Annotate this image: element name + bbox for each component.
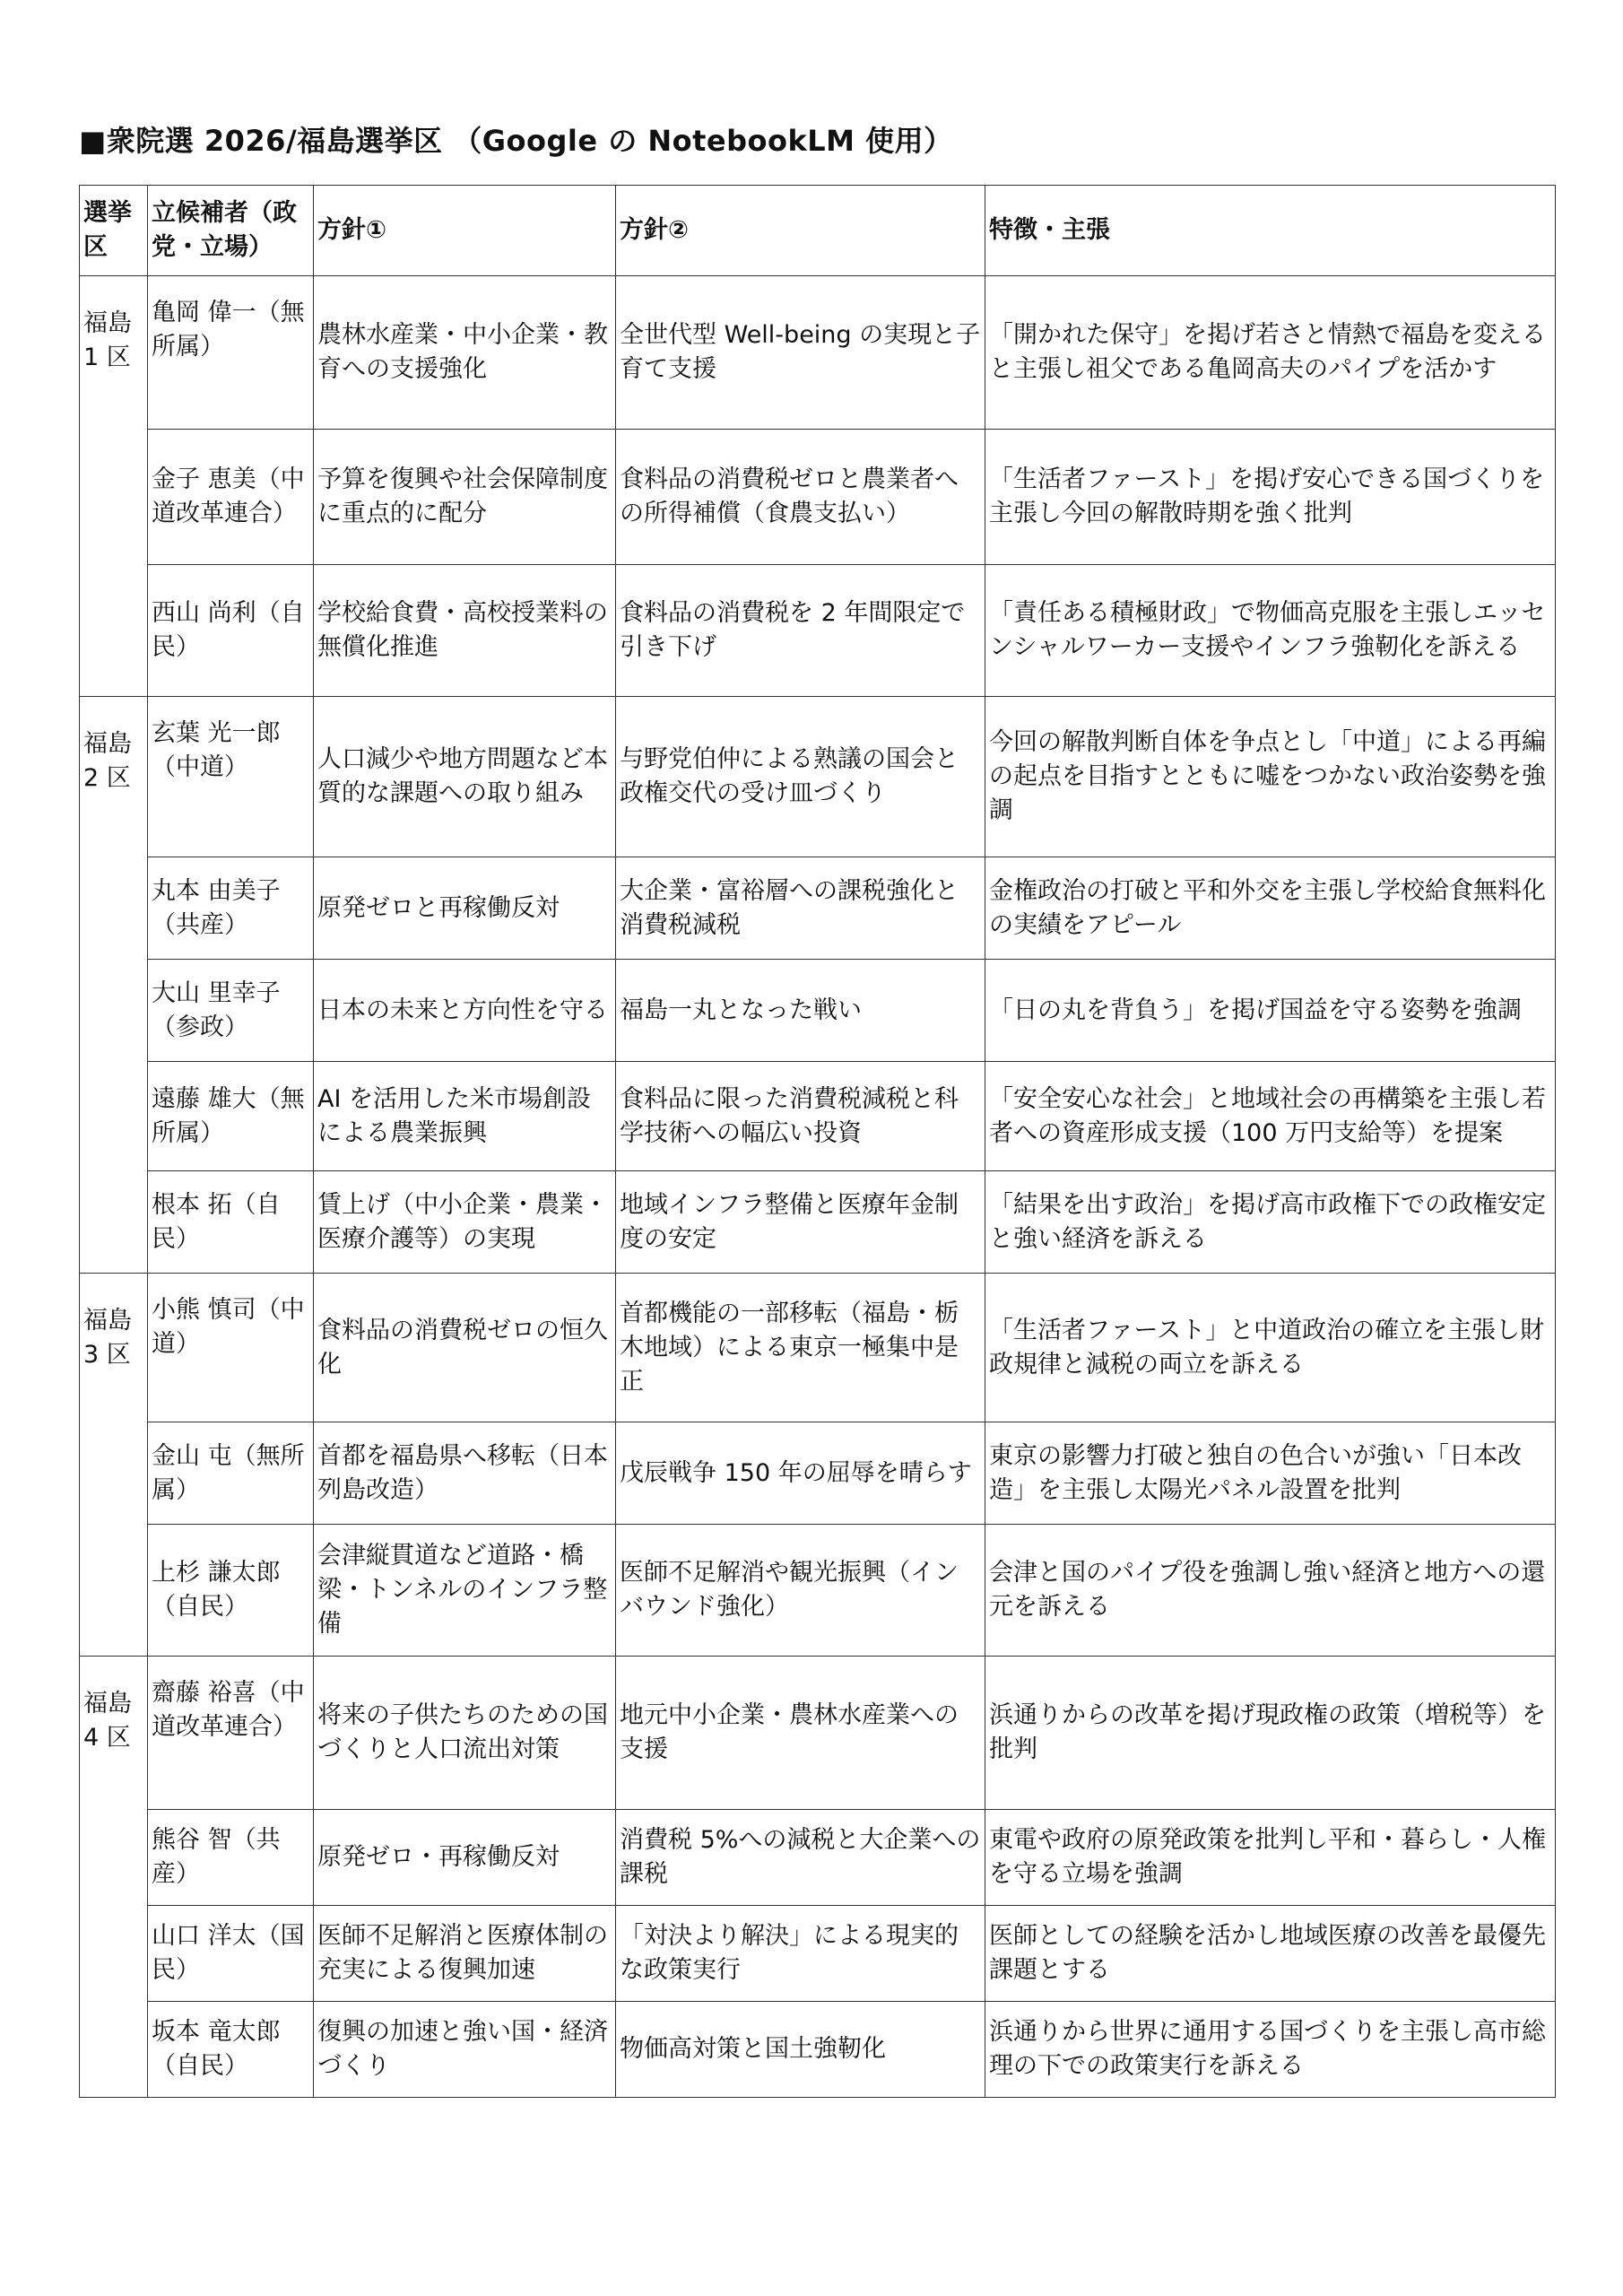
policy2-cell: 与野党伯仲による熟議の国会と政権交代の受け皿づくり: [616, 697, 985, 857]
candidate-cell: 亀岡 偉一（無所属）: [148, 276, 314, 430]
features-cell: 東京の影響力打破と独自の色合いが強い「日本改造」を主張し太陽光パネル設置を批判: [985, 1422, 1556, 1525]
candidate-cell: 根本 拓（自民）: [148, 1171, 314, 1274]
policy2-cell: 福島一丸となった戦い: [616, 960, 985, 1062]
policy2-cell: 地域インフラ整備と医療年金制度の安定: [616, 1171, 985, 1274]
features-cell: 金権政治の打破と平和外交を主張し学校給食無料化の実績をアピール: [985, 857, 1556, 960]
table-row: [80, 276, 1556, 430]
table-row: [80, 430, 1556, 565]
candidate-cell: 金山 屯（無所属）: [148, 1422, 314, 1525]
policy1-cell: 復興の加速と強い国・経済づくり: [314, 2002, 616, 2098]
table-row: [80, 1810, 1556, 1906]
header-features: 特徴・主張: [985, 186, 1556, 276]
table-row: [80, 1171, 1556, 1274]
district-cell: 福島 4 区: [80, 1657, 148, 2098]
policy2-cell: 物価高対策と国土強靭化: [616, 2002, 985, 2098]
candidate-cell: 熊谷 智（共産）: [148, 1810, 314, 1906]
policy1-cell: 農林水産業・中小企業・教育への支援強化: [314, 276, 616, 430]
candidate-cell: 上杉 謙太郎（自民）: [148, 1525, 314, 1657]
policy1-cell: AI を活用した米市場創設による農業振興: [314, 1062, 616, 1171]
candidate-cell: 小熊 慎司（中道）: [148, 1274, 314, 1422]
table-row: [80, 960, 1556, 1062]
candidate-cell: 丸本 由美子（共産）: [148, 857, 314, 960]
policy1-cell: 医師不足解消と医療体制の充実による復興加速: [314, 1906, 616, 2002]
policy2-cell: 食料品に限った消費税減税と科学技術への幅広い投資: [616, 1062, 985, 1171]
features-cell: 「生活者ファースト」を掲げ安心できる国づくりを主張し今回の解散時期を強く批判: [985, 430, 1556, 565]
header-policy1: 方針①: [314, 186, 616, 276]
candidate-cell: 大山 里幸子（参政）: [148, 960, 314, 1062]
features-cell: 「安全安心な社会」と地域社会の再構築を主張し若者への資産形成支援（100 万円支給等）を提案: [985, 1062, 1556, 1171]
features-cell: 浜通りから世界に通用する国づくりを主張し高市総理の下での政策実行を訴える: [985, 2002, 1556, 2098]
policy2-cell: 消費税 5%への減税と大企業への課税: [616, 1810, 985, 1906]
features-cell: 会津と国のパイプ役を強調し強い経済と地方への還元を訴える: [985, 1525, 1556, 1657]
policy2-cell: 食料品の消費税を 2 年間限定で引き下げ: [616, 565, 985, 697]
header-policy2: 方針②: [616, 186, 985, 276]
features-cell: 今回の解散判断自体を争点とし「中道」による再編の起点を目指すとともに嘘をつかない政治姿勢を強調: [985, 697, 1556, 857]
policy1-cell: 学校給食費・高校授業料の無償化推進: [314, 565, 616, 697]
policy2-cell: 戊辰戦争 150 年の屈辱を晴らす: [616, 1422, 985, 1525]
features-cell: 「日の丸を背負う」を掲げ国益を守る姿勢を強調: [985, 960, 1556, 1062]
district-cell: 福島 3 区: [80, 1274, 148, 1657]
district-cell: 福島 1 区: [80, 276, 148, 697]
table-row: [80, 1525, 1556, 1657]
policy2-cell: 食料品の消費税ゼロと農業者への所得補償（食農支払い）: [616, 430, 985, 565]
table-row: [80, 1274, 1556, 1422]
table-header-row: [80, 186, 1556, 276]
policy1-cell: 将来の子供たちのための国づくりと人口流出対策: [314, 1657, 616, 1810]
policy1-cell: 賃上げ（中小企業・農業・医療介護等）の実現: [314, 1171, 616, 1274]
table-row: [80, 697, 1556, 857]
policy2-cell: 地元中小企業・農林水産業への支援: [616, 1657, 985, 1810]
candidate-cell: 遠藤 雄大（無所属）: [148, 1062, 314, 1171]
district-cell: 福島 2 区: [80, 697, 148, 1274]
candidate-cell: 金子 恵美（中道改革連合）: [148, 430, 314, 565]
table-row: [80, 1062, 1556, 1171]
policy1-cell: 予算を復興や社会保障制度に重点的に配分: [314, 430, 616, 565]
header-candidate: 立候補者（政党・立場）: [148, 186, 314, 276]
header-district: 選挙区: [80, 186, 148, 276]
features-cell: 医師としての経験を活かし地域医療の改善を最優先課題とする: [985, 1906, 1556, 2002]
policy1-cell: 会津縦貫道など道路・橋梁・トンネルのインフラ整備: [314, 1525, 616, 1657]
features-cell: 「責任ある積極財政」で物価高克服を主張しエッセンシャルワーカー支援やインフラ強靭化を訴える: [985, 565, 1556, 697]
policy1-cell: 原発ゼロ・再稼働反対: [314, 1810, 616, 1906]
table-row: [80, 857, 1556, 960]
policy2-cell: 大企業・富裕層への課税強化と消費税減税: [616, 857, 985, 960]
features-cell: 「結果を出す政治」を掲げ高市政権下での政権安定と強い経済を訴える: [985, 1171, 1556, 1274]
candidates-table: [79, 185, 1556, 2098]
document-title: ■衆院選 2026/福島選挙区 （Google の NotebookLM 使用）: [79, 124, 953, 158]
table-row: [80, 1422, 1556, 1525]
policy2-cell: 首都機能の一部移転（福島・栃木地域）による東京一極集中是正: [616, 1274, 985, 1422]
features-cell: 東電や政府の原発政策を批判し平和・暮らし・人権を守る立場を強調: [985, 1810, 1556, 1906]
policy1-cell: 日本の未来と方向性を守る: [314, 960, 616, 1062]
candidate-cell: 坂本 竜太郎（自民）: [148, 2002, 314, 2098]
features-cell: 「生活者ファースト」と中道政治の確立を主張し財政規律と減税の両立を訴える: [985, 1274, 1556, 1422]
table-row: [80, 1906, 1556, 2002]
table-row: [80, 1657, 1556, 1810]
features-cell: 「開かれた保守」を掲げ若さと情熱で福島を変えると主張し祖父である亀岡高夫のパイプを活かす: [985, 276, 1556, 430]
policy1-cell: 首都を福島県へ移転（日本列島改造）: [314, 1422, 616, 1525]
features-cell: 浜通りからの改革を掲げ現政権の政策（増税等）を批判: [985, 1657, 1556, 1810]
candidate-cell: 玄葉 光一郎（中道）: [148, 697, 314, 857]
candidate-cell: 齋藤 裕喜（中道改革連合）: [148, 1657, 314, 1810]
policy1-cell: 食料品の消費税ゼロの恒久化: [314, 1274, 616, 1422]
policy1-cell: 人口減少や地方問題など本質的な課題への取り組み: [314, 697, 616, 857]
policy2-cell: 医師不足解消や観光振興（インバウンド強化）: [616, 1525, 985, 1657]
policy2-cell: 全世代型 Well-being の実現と子育て支援: [616, 276, 985, 430]
candidate-cell: 山口 洋太（国民）: [148, 1906, 314, 2002]
candidate-cell: 西山 尚利（自民）: [148, 565, 314, 697]
table-row: [80, 2002, 1556, 2098]
policy2-cell: 「対決より解決」による現実的な政策実行: [616, 1906, 985, 2002]
policy1-cell: 原発ゼロと再稼働反対: [314, 857, 616, 960]
table-row: [80, 565, 1556, 697]
